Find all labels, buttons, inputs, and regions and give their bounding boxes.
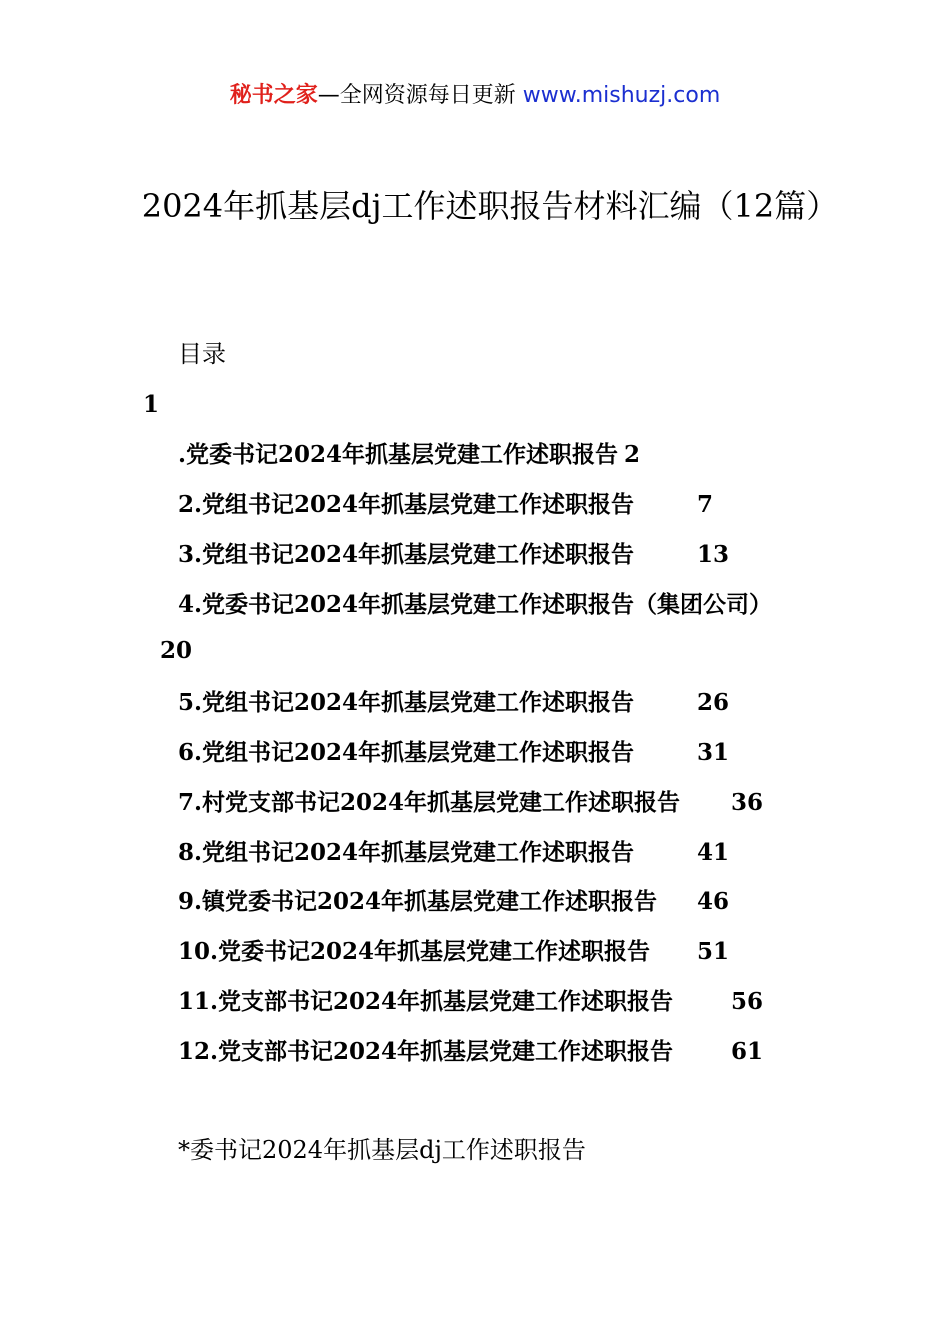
toc-item[interactable] bbox=[178, 540, 730, 570]
toc-item[interactable] bbox=[178, 987, 764, 1017]
toc-item[interactable] bbox=[178, 440, 640, 470]
document-title: 2024年抓基层dj工作述职报告材料汇编（12篇） bbox=[141, 187, 839, 225]
toc-item[interactable] bbox=[178, 490, 714, 520]
toc-item-title: 11.党支部书记2024年抓基层党建工作述职报告 bbox=[178, 988, 674, 1015]
toc-item-title: 9.镇党委书记2024年抓基层党建工作述职报告 bbox=[178, 888, 658, 915]
toc-heading: 目录 bbox=[178, 340, 226, 368]
site-header bbox=[0, 80, 950, 112]
toc-item-page: 46 bbox=[697, 888, 730, 915]
toc-item-title: 12.党支部书记2024年抓基层党建工作述职报告 bbox=[178, 1038, 674, 1065]
toc-item-page: 51 bbox=[697, 938, 730, 965]
toc-item[interactable] bbox=[178, 788, 764, 818]
toc-item-title: 5.党组书记2024年抓基层党建工作述职报告 bbox=[178, 689, 635, 716]
toc-item-title: 8.党组书记2024年抓基层党建工作述职报告 bbox=[178, 839, 635, 866]
toc-item[interactable] bbox=[178, 738, 730, 768]
toc-item-page: 26 bbox=[697, 689, 730, 716]
toc-item-title: 4.党委书记2024年抓基层党建工作述职报告（集团公司） bbox=[178, 591, 773, 618]
toc-item-number: 1 bbox=[143, 391, 160, 418]
toc-item[interactable] bbox=[178, 838, 730, 868]
toc-item-page: 20 bbox=[160, 637, 193, 664]
toc-item-page: 56 bbox=[731, 988, 764, 1015]
toc-item[interactable] bbox=[178, 887, 730, 917]
toc-item-title: 10.党委书记2024年抓基层党建工作述职报告 bbox=[178, 938, 651, 965]
toc-item-page: 61 bbox=[731, 1038, 764, 1065]
toc-item-page: 7 bbox=[697, 491, 714, 518]
toc-item-title: .党委书记2024年抓基层党建工作述职报告 bbox=[178, 441, 619, 468]
site-url-link[interactable]: www.mishuzj.com bbox=[522, 83, 721, 108]
toc-item[interactable] bbox=[178, 688, 730, 718]
toc-item-title: 3.党组书记2024年抓基层党建工作述职报告 bbox=[178, 541, 635, 568]
site-tagline: —全网资源每日更新 bbox=[317, 83, 523, 108]
toc-item[interactable] bbox=[178, 1037, 764, 1067]
toc-item-title: 2.党组书记2024年抓基层党建工作述职报告 bbox=[178, 491, 635, 518]
toc-item-page: 36 bbox=[731, 789, 764, 816]
toc-item-page: 31 bbox=[697, 739, 730, 766]
site-brand: 秘书之家 bbox=[229, 83, 318, 108]
toc-item[interactable] bbox=[178, 590, 772, 620]
toc-item-page: 13 bbox=[697, 541, 730, 568]
toc-item-title: 7.村党支部书记2024年抓基层党建工作述职报告 bbox=[178, 789, 681, 816]
toc-item-page: 41 bbox=[697, 839, 730, 866]
toc-item-page: 2 bbox=[624, 441, 641, 468]
toc-item[interactable] bbox=[178, 937, 730, 967]
section-heading: *委书记2024年抓基层dj工作述职报告 bbox=[178, 1136, 586, 1164]
toc-item-title: 6.党组书记2024年抓基层党建工作述职报告 bbox=[178, 739, 635, 766]
